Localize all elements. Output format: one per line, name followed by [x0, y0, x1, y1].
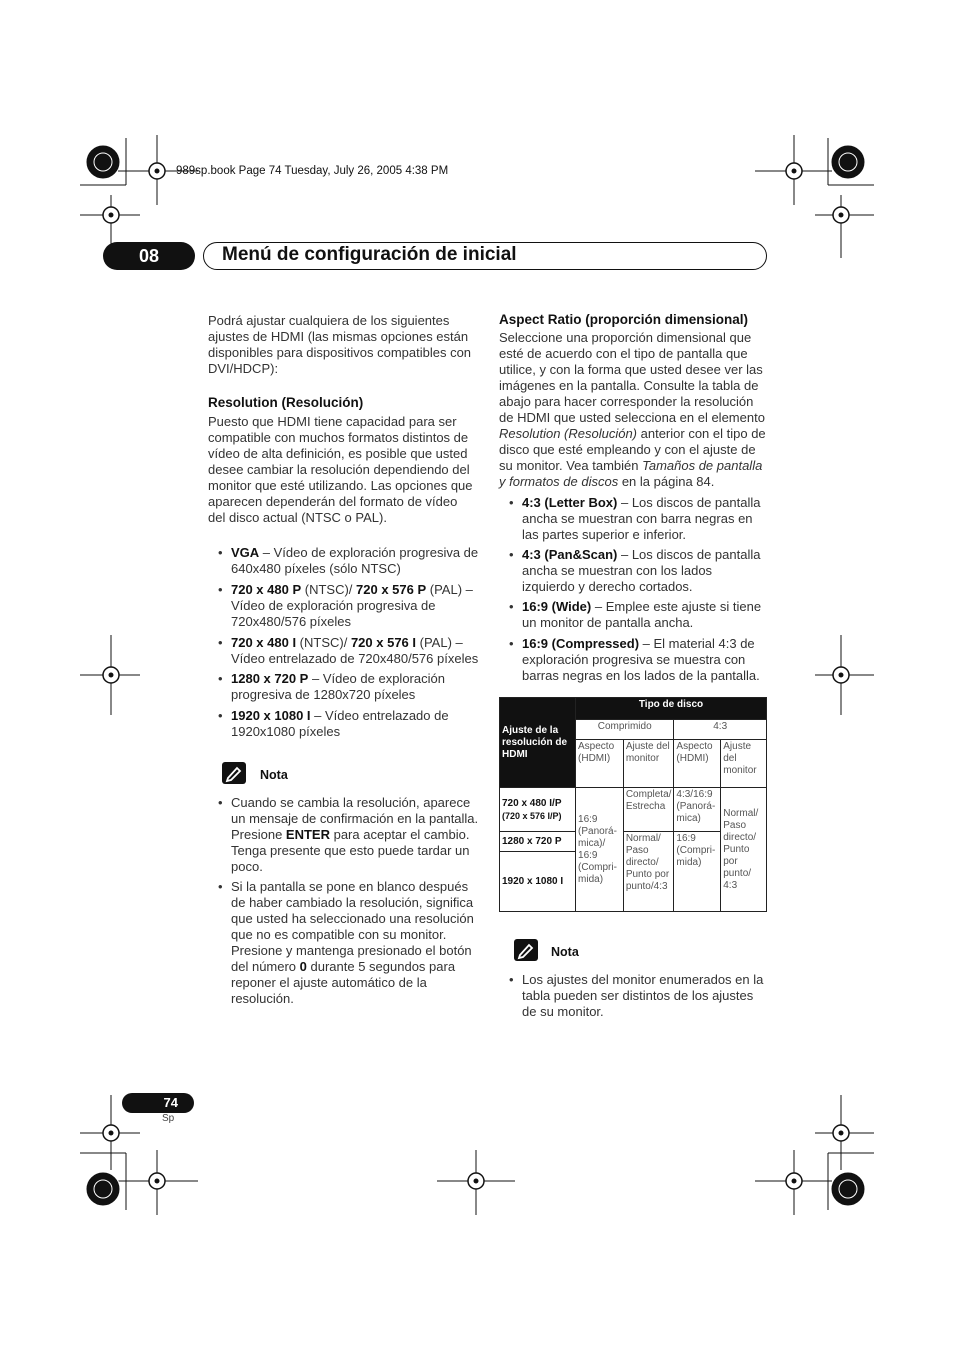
list-item: • 16:9 (Wide) – Emplee este ajuste si tiene un monitor de pantalla ancha. — [509, 599, 762, 630]
table-cell: 4:3/16:9 (Panorá-mica) — [674, 788, 721, 832]
table-header-aspect: Aspecto (HDMI) — [674, 740, 721, 788]
table-header-4-3: 4:3 — [674, 720, 767, 740]
list-item: • 1280 x 720 P – Vídeo de exploración progresiva de 1280x720 píxeles — [218, 671, 445, 702]
table-header-compressed: Comprimido — [576, 720, 674, 740]
page-number: 74 — [122, 1093, 194, 1113]
table-header-monitor: Ajuste del monitor — [623, 740, 674, 788]
list-item: • Cuando se cambia la resolución, aparece un mensaje de confirmación en la pantalla. Presione ENTER para aceptar el cambio. Tenga presente que esto puede tardar un poco. — [218, 795, 479, 874]
list-item: • Si la pantalla se pone en blanco después de haber cambiado la resolución, significa que usted ha seleccionado una resolución que no es compatible con su monitor. Presione y mantenga presionado el botón del número 0 durante 5 segundos para reponer el ajuste automático de la resolución. — [218, 879, 474, 1006]
resolution-body: Puesto que HDMI tiene capacidad para ser compatible con muchos formatos distintos de vídeo de alta definición, es posible que usted desee cambiar la resolución dependiendo del monitor que esté utilizando. Las opciones que aparecen dependerán del formato de vídeo del disco actual (NTSC o PAL). — [208, 414, 473, 525]
table-corner-header: Ajuste de la resolución de HDMI — [500, 698, 576, 788]
table-cell: Normal/ Paso directo/ Punto por punto/4:3 — [623, 832, 674, 912]
note-icon — [514, 939, 538, 961]
page-language: Sp — [162, 1113, 175, 1124]
table-header-monitor: Ajuste del monitor — [721, 740, 767, 788]
table-cell: Normal/ Paso directo/ Punto por punto/ 4:3 — [721, 788, 767, 912]
list-item: • Los ajustes del monitor enumerados en la tabla pueden ser distintos de los ajustes de su monitor. — [509, 972, 764, 1019]
aspect-ratio-body: Seleccione una proporción dimensional que esté de acuerdo con el tipo de pantalla que utilice, y con la forma que usted desee ver las imágenes en la pantalla. Consulte la tabla de abajo para hacer corresponder la resolución de HDMI que usted selecciona en el elemento Resolution (Resolución) anterior con el tipo de disco que esté empleando y con el ajuste de su monitor. Vea también Tamaños de pantalla y formatos de discos en la página 84. — [499, 330, 766, 489]
list-item: • 1920 x 1080 I – Vídeo entrelazado de 1920x1080 píxeles — [218, 708, 449, 739]
list-item: • 720 x 480 I (NTSC)/ 720 x 576 I (PAL) – Vídeo entrelazado de 720x480/576 píxeles — [218, 635, 479, 666]
chapter-number: 08 — [103, 242, 195, 270]
aspect-ratio-table — [499, 697, 767, 912]
table-header-aspect: Aspecto (HDMI) — [576, 740, 624, 788]
table-cell: 16:9 (Compri-mida) — [674, 832, 721, 912]
note-label: Nota — [551, 945, 579, 959]
table-cell: Completa/ Estrecha — [623, 788, 674, 832]
list-item: • 16:9 (Compressed) – El material 4:3 de exploración progresiva se muestra con barras negras en los lados de la pantalla. — [509, 636, 760, 683]
table-cell: 16:9 (Panorá-mica)/ 16:9 (Compri-mida) — [576, 788, 624, 912]
table-row-header: 720 x 480 I/P (720 x 576 I/P) — [500, 788, 576, 832]
list-item: • 4:3 (Letter Box) – Los discos de pantalla ancha se muestran con barra negras en las partes superior e inferior. — [509, 495, 761, 542]
aspect-ratio-heading: Aspect Ratio (proporción dimensional) — [499, 312, 749, 327]
intro-paragraph: Podrá ajustar cualquiera de los siguientes ajustes de HDMI (las mismas opciones están disponibles para dispositivos compatibles con DVI/HDCP): — [208, 313, 472, 376]
table-disc-type-header: Tipo de disco — [576, 698, 767, 720]
resolution-heading: Resolution (Resolución) — [208, 395, 364, 410]
chapter-title: Menú de configuración de inicial — [222, 244, 517, 265]
note-label: Nota — [260, 768, 288, 782]
book-header-line: 989sp.book Page 74 Tuesday, July 26, 2005 4:38 PM — [176, 165, 449, 177]
list-item: • VGA – Vídeo de exploración progresiva de 640x480 píxeles (sólo NTSC) — [218, 545, 479, 576]
table-row-header: 1280 x 720 P — [500, 832, 576, 852]
table-row-header: 1920 x 1080 I — [500, 852, 576, 912]
list-item: • 720 x 480 P (NTSC)/ 720 x 576 P (PAL) – Vídeo de exploración progresiva de 720x480/576 píxeles — [218, 582, 473, 629]
note-icon — [222, 762, 246, 784]
list-item: • 4:3 (Pan&Scan) – Los discos de pantalla ancha se muestran con los lados izquierdo y derecho cortados. — [509, 547, 761, 594]
